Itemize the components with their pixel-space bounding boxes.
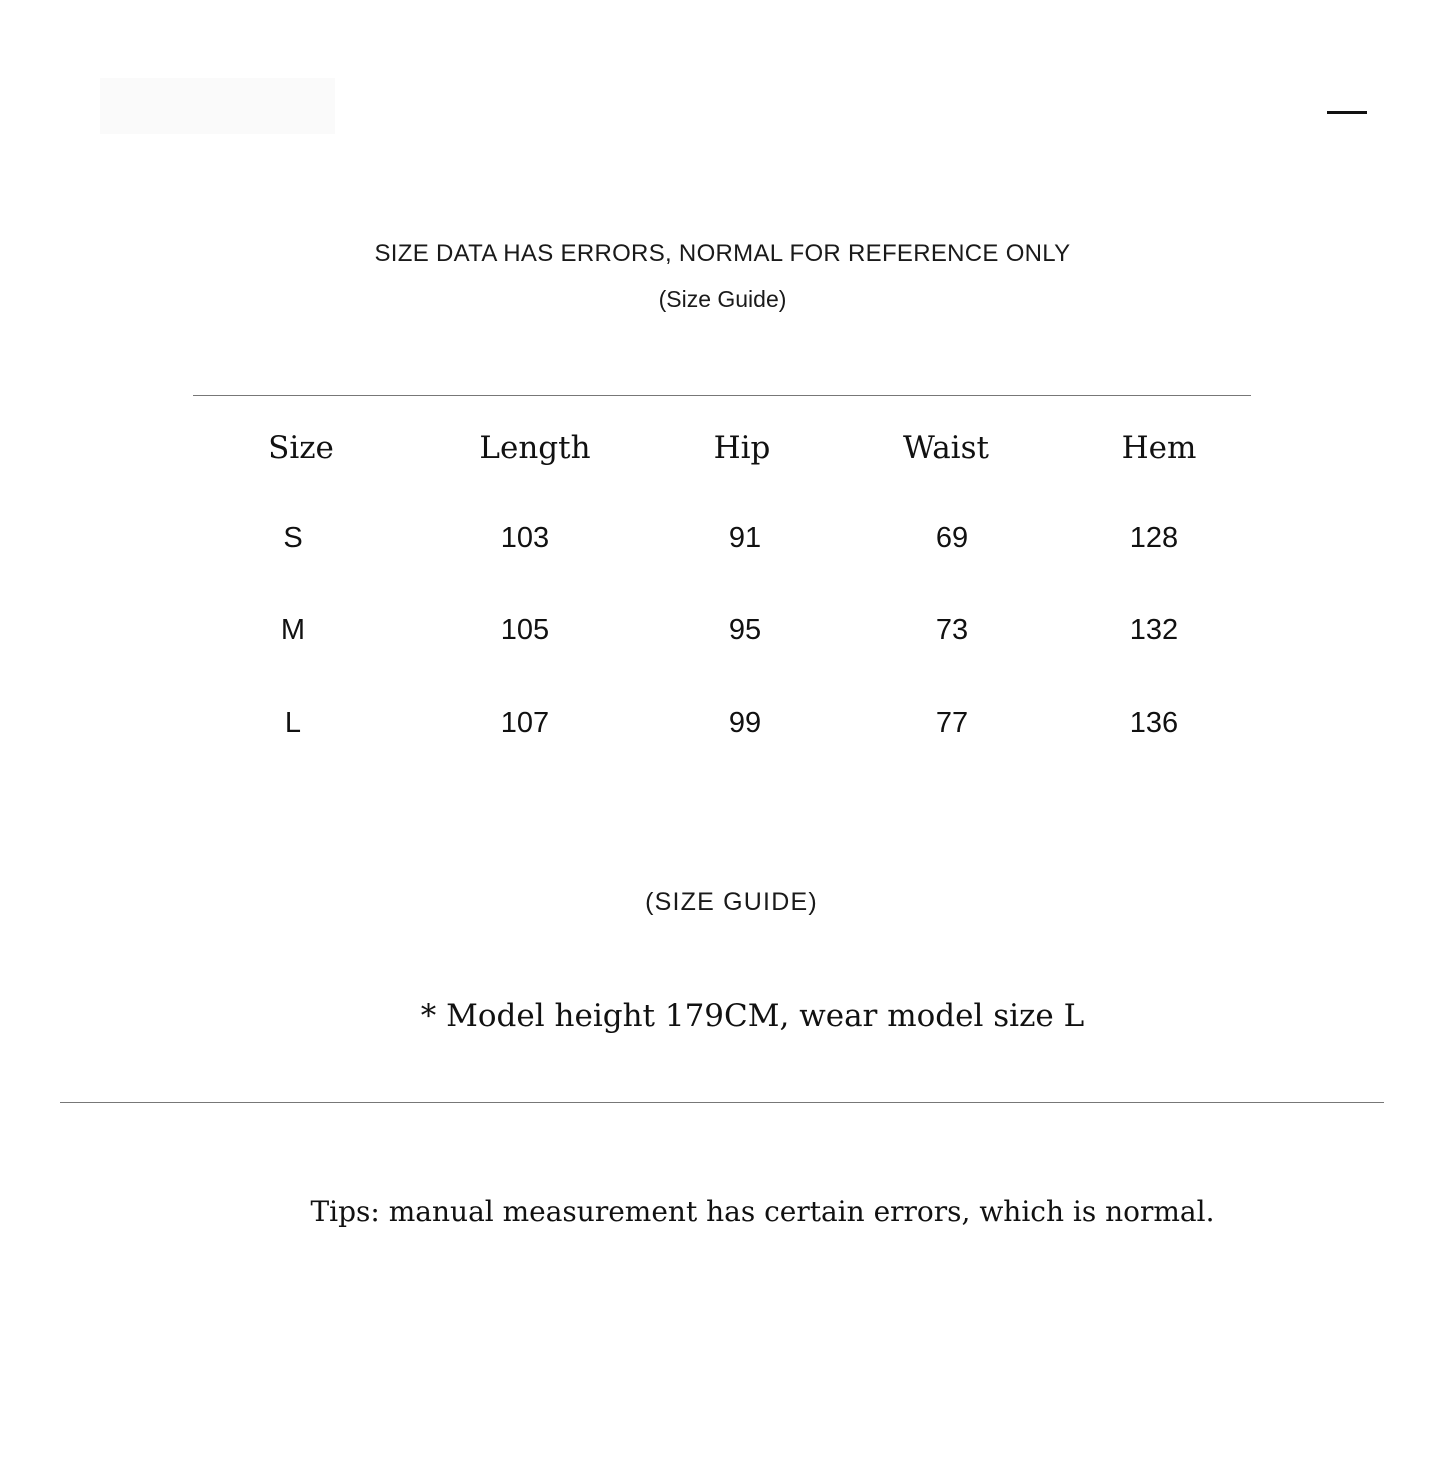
- cell-hem: 132: [1129, 614, 1179, 646]
- cell-hip: 99: [728, 707, 762, 739]
- cell-size: M: [280, 614, 306, 646]
- faint-background-block: [100, 78, 335, 134]
- cell-hip: 91: [728, 522, 762, 554]
- table-row-size-s: [0, 522, 1445, 562]
- column-header-hem: Hem: [1121, 430, 1197, 466]
- table-header-row: [0, 430, 1445, 474]
- size-guide-caption: (SIZE GUIDE): [645, 888, 818, 916]
- top-divider: [193, 395, 1251, 396]
- cell-size: S: [283, 522, 303, 554]
- minimize-dash-icon: [1327, 111, 1367, 114]
- cell-length: 105: [500, 614, 550, 646]
- size-disclaimer-heading: SIZE DATA HAS ERRORS, NORMAL FOR REFERENCE ONLY: [374, 240, 1071, 267]
- model-height-note: * Model height 179CM, wear model size L: [420, 998, 1085, 1034]
- table-row-size-m: [0, 614, 1445, 654]
- bottom-divider: [60, 1102, 1384, 1103]
- cell-size: L: [284, 707, 302, 739]
- cell-length: 103: [500, 522, 550, 554]
- cell-hip: 95: [728, 614, 762, 646]
- cell-waist: 73: [935, 614, 969, 646]
- table-row-size-l: [0, 707, 1445, 747]
- measurement-tips: Tips: manual measurement has certain errors, which is normal.: [310, 1195, 1215, 1228]
- cell-hem: 128: [1129, 522, 1179, 554]
- column-header-hip: Hip: [713, 430, 771, 466]
- cell-waist: 77: [935, 707, 969, 739]
- column-header-waist: Waist: [903, 430, 989, 466]
- cell-hem: 136: [1129, 707, 1179, 739]
- cell-length: 107: [500, 707, 550, 739]
- size-guide-subtitle: (Size Guide): [658, 286, 787, 312]
- cell-waist: 69: [935, 522, 969, 554]
- column-header-length: Length: [479, 430, 591, 466]
- column-header-size: Size: [268, 430, 334, 466]
